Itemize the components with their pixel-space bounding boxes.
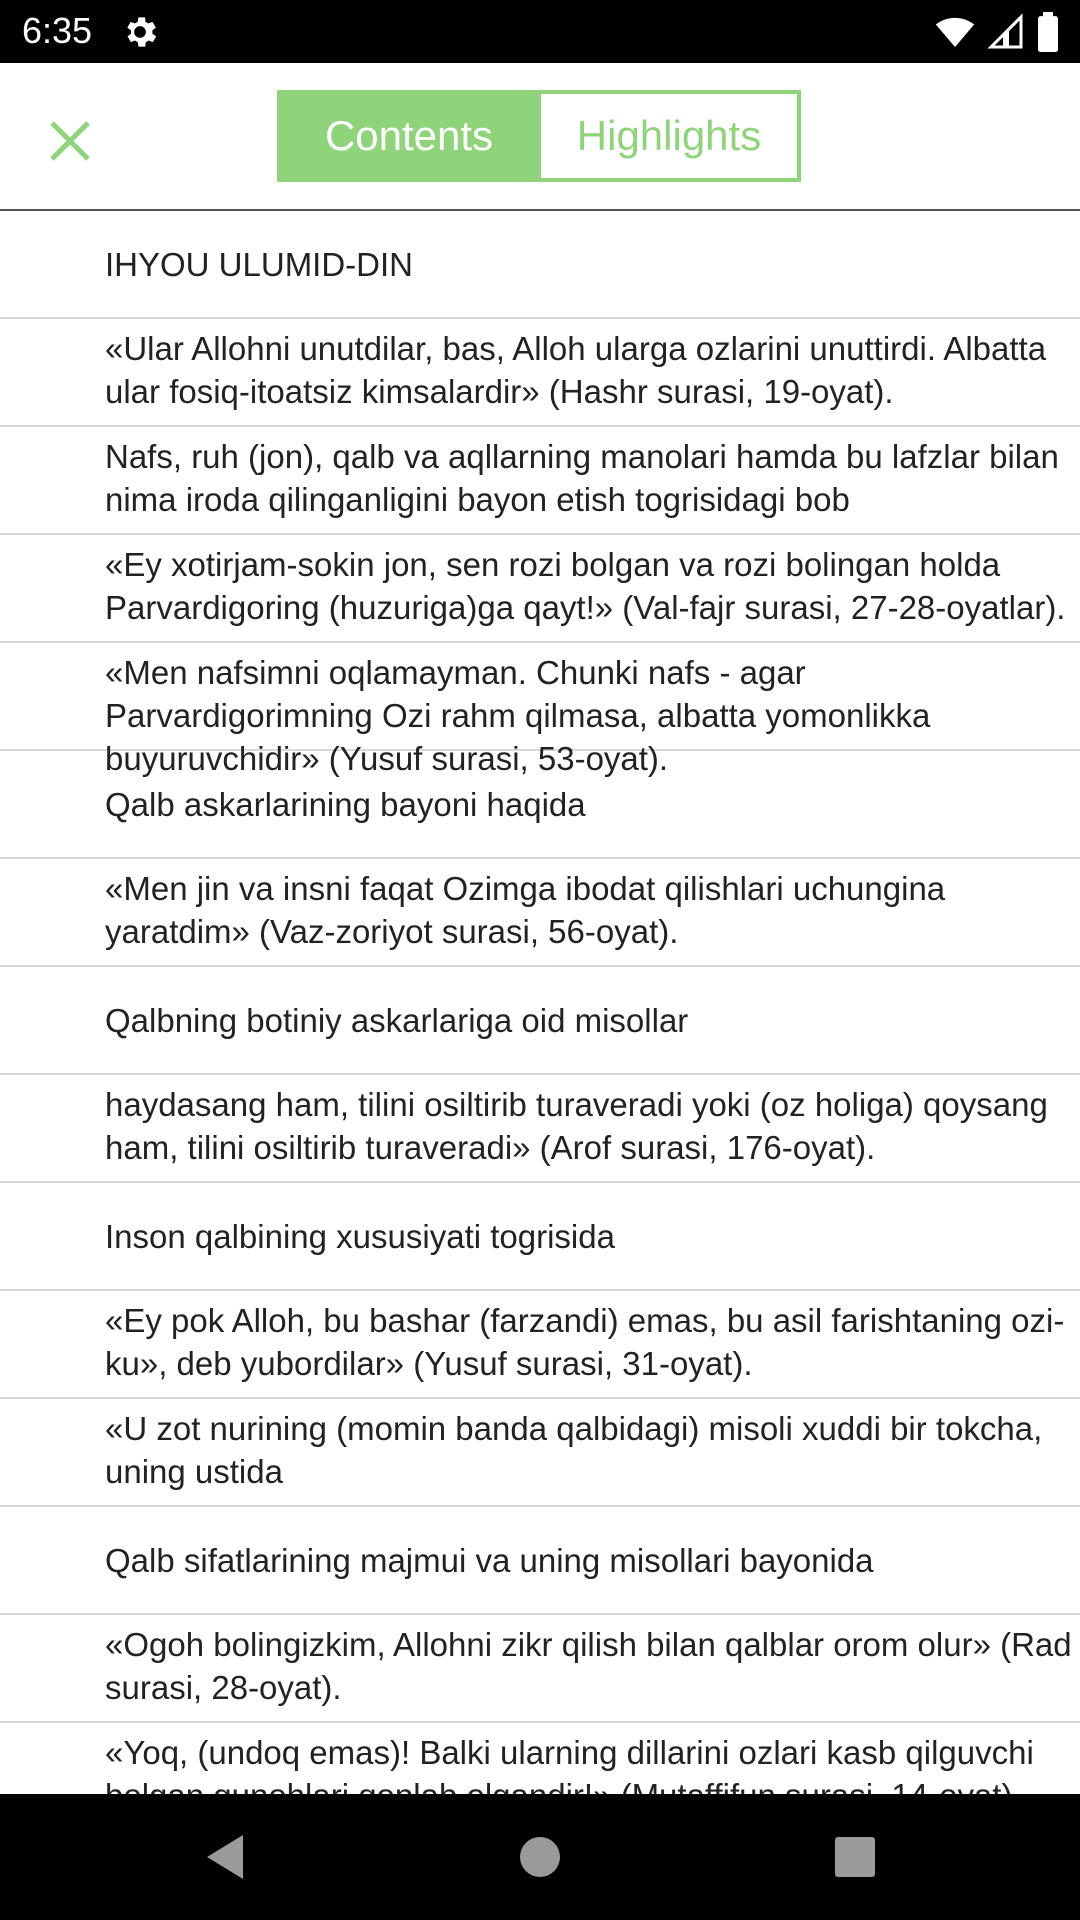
wifi-icon	[935, 12, 975, 52]
list-item[interactable]	[0, 427, 1080, 535]
list-item[interactable]	[0, 859, 1080, 967]
status-icons	[927, 12, 1060, 52]
list-item-label: Qalb sifatlarining majmui va uning misollari bayonida	[105, 1541, 874, 1579]
tab-contents[interactable]: Contents	[281, 94, 537, 178]
list-item[interactable]	[0, 1399, 1080, 1507]
list-item[interactable]	[0, 643, 1080, 777]
header-bar	[0, 63, 1080, 211]
list-item-label: «Men jin va insni faqat Ozimga ibodat qilishlari uchungina yaratdim» (Vaz-zoriyot surasi, 56-oyat).	[105, 870, 946, 950]
battery-icon	[1036, 12, 1060, 52]
list-item-label: «Yoq, (undoq emas)! Balki ularning dillarini ozlari kasb qilguvchi	[105, 1734, 1034, 1771]
list-item-label: «Men nafsimni oqlamayman. Chunki nafs - agar Parvardigorimning Ozi rahm qilmasa, albatta yomonlikka buyuruvchidir» (Yusuf surasi, 53-oyat).	[105, 654, 931, 777]
signal-icon	[988, 12, 1024, 52]
toc-list	[0, 211, 1080, 1794]
list-item-label: Inson qalbining xususiyati togrisida	[105, 1217, 615, 1255]
list-item-label: «U zot nurining (momin banda qalbidagi) misoli xuddi bir tokcha, uning ustida	[105, 1410, 1043, 1490]
status-time: 6:35	[22, 10, 93, 51]
list-item[interactable]	[0, 1183, 1080, 1291]
tab-switcher	[277, 90, 801, 182]
list-item-label: «Ey pok Alloh, bu bashar (farzandi) emas, bu asil farishtaning ozi-ku», deb yubordilar» (Yusuf surasi, 31-oyat).	[105, 1302, 1065, 1382]
list-item[interactable]	[0, 211, 1080, 319]
list-item-label: IHYOU ULUMID-DIN	[105, 245, 414, 283]
list-item[interactable]	[0, 1291, 1080, 1399]
list-item[interactable]	[0, 1507, 1080, 1615]
list-item-label: Qalbning botiniy askarlariga oid misollar	[105, 1001, 689, 1039]
recents-icon	[825, 1827, 885, 1887]
list-item-label: haydasang ham, tilini osiltirib turaveradi yoki (oz holiga) qoysang ham, tilini osiltirib turaveradi» (Arof surasi, 176-oyat).	[105, 1086, 1048, 1166]
close-button[interactable]	[42, 113, 98, 169]
list-item-label: «Ogoh bolingizkim, Allohni zikr qilish bilan qalblar orom olur» (Rad surasi, 28-oyat).	[105, 1626, 1072, 1706]
list-item[interactable]	[0, 1075, 1080, 1183]
tab-highlights[interactable]: Highlights	[537, 94, 797, 178]
list-item-label: Qalb askarlarining bayoni haqida	[105, 785, 586, 823]
navigation-bar	[0, 1794, 1080, 1920]
list-item-label: Nafs, ruh (jon), qalb va aqllarning manolari hamda bu lafzlar bilan nima iroda qilinganligini bayon etish togrisidagi bob	[105, 438, 1059, 518]
list-item[interactable]	[0, 319, 1080, 427]
list-item-label: «Ey xotirjam-sokin jon, sen rozi bolgan va rozi bolingan holda Parvardigoring (huzuriga)ga qayt!» (Val-fajr surasi, 27-28-oyatlar).	[105, 546, 1066, 626]
list-item[interactable]	[0, 967, 1080, 1075]
recents-button[interactable]	[825, 1827, 885, 1887]
settings-icon	[120, 12, 160, 52]
list-item[interactable]	[0, 1615, 1080, 1723]
list-item[interactable]	[0, 535, 1080, 643]
back-icon	[195, 1827, 255, 1887]
home-icon	[510, 1827, 570, 1887]
list-item-label: «Ular Allohni unutdilar, bas, Alloh ularga ozlarini unuttirdi. Albatta ular fosiq-itoatsiz kimsalardir» (Hashr surasi, 19-oyat).	[105, 330, 1047, 410]
close-icon	[42, 113, 98, 169]
status-bar	[0, 0, 1080, 63]
home-button[interactable]	[510, 1827, 570, 1887]
back-button[interactable]	[195, 1827, 255, 1887]
